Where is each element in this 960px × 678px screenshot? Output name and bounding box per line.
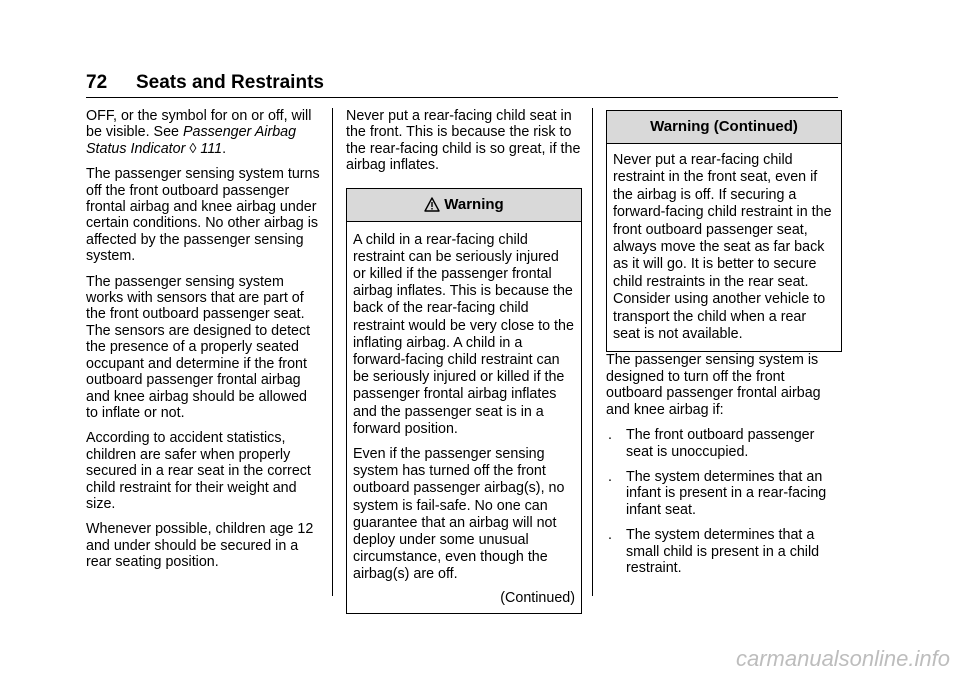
warning-box-continued <box>606 110 842 352</box>
warning-body <box>347 222 581 613</box>
bullet-mark: . <box>608 468 612 485</box>
warning-paragraph: Never put a rear-facing child restraint in the front seat, even if the airbag is off. If securing a forward-facing child restraint in the front outboard passenger seat, always move the seat as far back as it will go. It is better to secure child restraints in the rear seat. Consider using another vehicle to transport the child when a rear seat is not available. <box>613 152 832 343</box>
list-item-text: The system determines that an infant is present in a rear-facing infant seat. <box>626 468 827 518</box>
cross-reference-link[interactable]: Passenger Airbag Status Indicator <box>86 124 297 157</box>
list-item-text: The system determines that a small child is present in a child restraint. <box>626 527 820 576</box>
period: . <box>222 140 227 157</box>
column-1 <box>86 108 322 580</box>
section-title: Seats and Restraints <box>136 72 324 93</box>
continued-label: (Continued) <box>500 589 575 606</box>
warning-paragraph: A child in a rear-facing child restraint can be seriously injured or killed if the passenger frontal airbag inflates. This is because the back of the rear-facing child restraint would be very close to the inflating airbag. A child in a forward-facing child restraint can be seriously injured or killed if the passenger frontal airbag inflates and the passenger seat is in a forward position. <box>353 231 574 437</box>
warning-header: Warning (Continued) <box>607 111 841 144</box>
column-2 <box>346 108 582 614</box>
page-number: 72 <box>86 72 108 93</box>
page-ref-arrow-icon: ◊ <box>189 140 197 157</box>
paragraph <box>86 108 322 157</box>
list-item <box>606 527 842 576</box>
bullet-mark: . <box>608 427 612 444</box>
watermark: carmanualsonline.info <box>735 646 950 671</box>
paragraph-text: OFF, or the symbol for on or off, will be visible. See <box>86 108 312 141</box>
paragraph: The passenger sensing system turns off the front outboard passenger frontal airbag and knee airbag under certain conditions. No other airbag is affected by the passenger sensing system. <box>86 166 320 265</box>
warning-triangle-icon <box>424 192 440 224</box>
warning-paragraph: Even if the passenger sensing system has turned off the front outboard passenger airbag(s), no system is fail-safe. No one can guarantee that an airbag will not deploy under some unusual circumstance, even though the airbag(s) are off. <box>353 446 565 583</box>
list-item <box>606 469 842 518</box>
paragraph: Whenever possible, children age 12 and under should be secured in a rear seating position. <box>86 521 314 571</box>
warning-title: Warning <box>444 195 504 213</box>
paragraph: The passenger sensing system is designed to turn off the front outboard passenger frontal airbag and knee airbag if: <box>606 352 821 418</box>
paragraph: According to accident statistics, children are safer when properly secured in a rear seat in the correct child restraint for their weight and size. <box>86 430 311 512</box>
list-item <box>606 427 842 460</box>
list-item-text: The front outboard passenger seat is unoccupied. <box>626 427 815 460</box>
bullet-mark: . <box>608 527 612 544</box>
paragraph: Never put a rear-facing child seat in the front. This is because the risk to the rear-facing child is so great, if the airbag inflates. <box>346 108 581 174</box>
page-header <box>86 66 838 96</box>
bullet-list <box>606 427 842 576</box>
column-divider <box>592 108 593 596</box>
column-divider <box>332 108 333 596</box>
paragraph: The passenger sensing system works with sensors that are part of the front outboard passenger seat. The sensors are designed to detect the presence of a properly seated occupant and determine if the front outboard passenger frontal airbag and knee airbag should be allowed to inflate or not. <box>86 273 311 421</box>
page-reference: 111 <box>200 140 223 157</box>
header-rule <box>86 97 838 98</box>
column-3 <box>606 110 842 585</box>
warning-header <box>347 189 581 222</box>
warning-body <box>607 144 841 351</box>
warning-box <box>346 188 582 614</box>
